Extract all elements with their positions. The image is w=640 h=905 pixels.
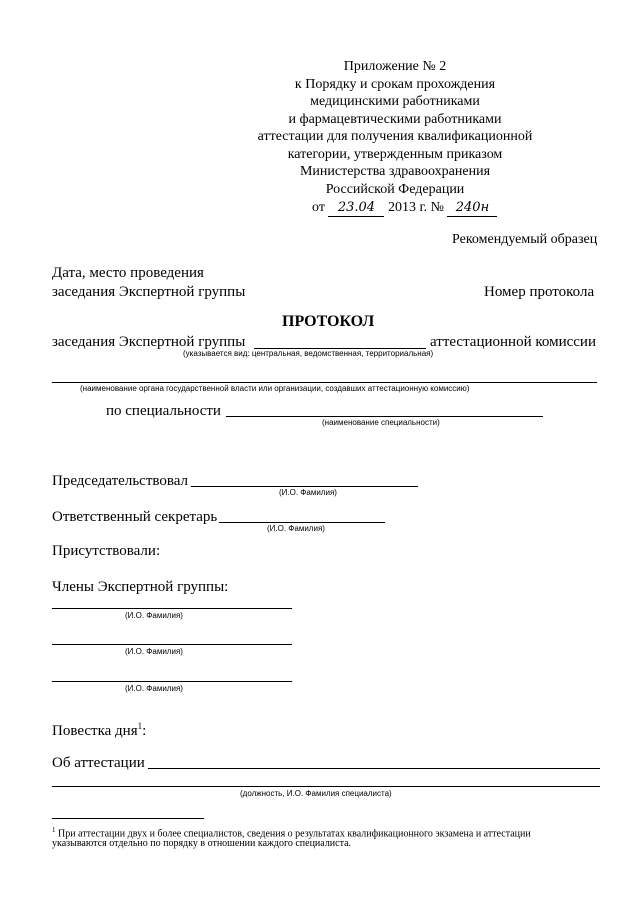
- specialty-label: по специальности: [106, 403, 221, 419]
- appendix-block: [250, 58, 540, 198]
- appendix-line: аттестации для получения квалификационной: [257, 129, 533, 144]
- appendix-line: Министерства здравоохранения: [299, 164, 491, 179]
- secretary-field[interactable]: [219, 522, 385, 523]
- date-prefix: от: [312, 200, 325, 215]
- order-date-line: [312, 199, 497, 217]
- meeting-label: заседания Экспертной группы: [52, 284, 246, 300]
- recommended-sample: Рекомендуемый образец: [452, 232, 598, 247]
- handwritten-number: 240н: [447, 199, 497, 217]
- member-hint: (И.О. Фамилия): [125, 684, 183, 693]
- chair-field[interactable]: [191, 486, 418, 487]
- meeting-suffix: аттестационной комиссии: [430, 334, 596, 350]
- attestation-field[interactable]: [148, 768, 600, 769]
- specialty-hint: (наименование специальности): [322, 418, 440, 427]
- appendix-line: к Порядку и срокам прохождения: [294, 76, 496, 92]
- date-year: 2013 г. №: [387, 200, 444, 215]
- footnote-text: При аттестации двух и более специалистов, сведения о результатах квалификационного экзамена и аттестации: [58, 828, 531, 840]
- organization-hint: (наименование органа государственной власти или организации, создавших аттестационную комиссию): [80, 384, 470, 393]
- present-label: Присутствовали:: [52, 543, 161, 559]
- specialty-field[interactable]: [226, 416, 543, 417]
- agenda-label: [52, 717, 146, 740]
- agenda-colon: :: [142, 723, 147, 739]
- appendix-line: категории, утвержденным приказом: [287, 146, 503, 162]
- member-field-1[interactable]: [52, 608, 292, 609]
- members-label: Члены Экспертной группы:: [52, 579, 229, 595]
- date-place-label: Дата, место проведения: [52, 265, 204, 281]
- attestation-field-2[interactable]: [52, 786, 600, 787]
- chair-hint: (И.О. Фамилия): [279, 488, 337, 497]
- member-hint: (И.О. Фамилия): [125, 647, 183, 656]
- member-field-2[interactable]: [52, 644, 292, 645]
- agenda-footnote-ref: 1: [137, 721, 143, 731]
- protocol-number-label: Номер протокола: [484, 284, 595, 300]
- member-hint: (И.О. Фамилия): [125, 611, 183, 620]
- footnote-divider: [52, 818, 204, 819]
- footnote-marker: 1: [52, 826, 56, 834]
- appendix-line: Российской Федерации: [325, 181, 465, 197]
- appendix-line: и фармацевтическими работниками: [288, 111, 502, 127]
- meeting-type-hint: (указывается вид: центральная, ведомственная, территориальная): [183, 349, 434, 358]
- chair-label: Председательствовал: [52, 473, 189, 489]
- agenda-text: Повестка дня: [52, 723, 138, 739]
- attestation-hint: (должность, И.О. Фамилия специалиста): [240, 789, 392, 798]
- appendix-line: медицинскими работниками: [310, 94, 480, 109]
- meeting-prefix: заседания Экспертной группы: [52, 334, 246, 350]
- attestation-label: Об аттестации: [52, 755, 145, 771]
- secretary-label: Ответственный секретарь: [52, 509, 218, 525]
- appendix-line: Приложение № 2: [343, 59, 447, 74]
- footnote-line-2: указываются отдельно по порядку в отношении каждого специалиста.: [52, 838, 352, 849]
- organization-field[interactable]: [52, 382, 597, 383]
- handwritten-date: 23.04: [328, 199, 384, 217]
- page-title: ПРОТОКОЛ: [282, 313, 375, 330]
- secretary-hint: (И.О. Фамилия): [267, 524, 325, 533]
- member-field-3[interactable]: [52, 681, 292, 682]
